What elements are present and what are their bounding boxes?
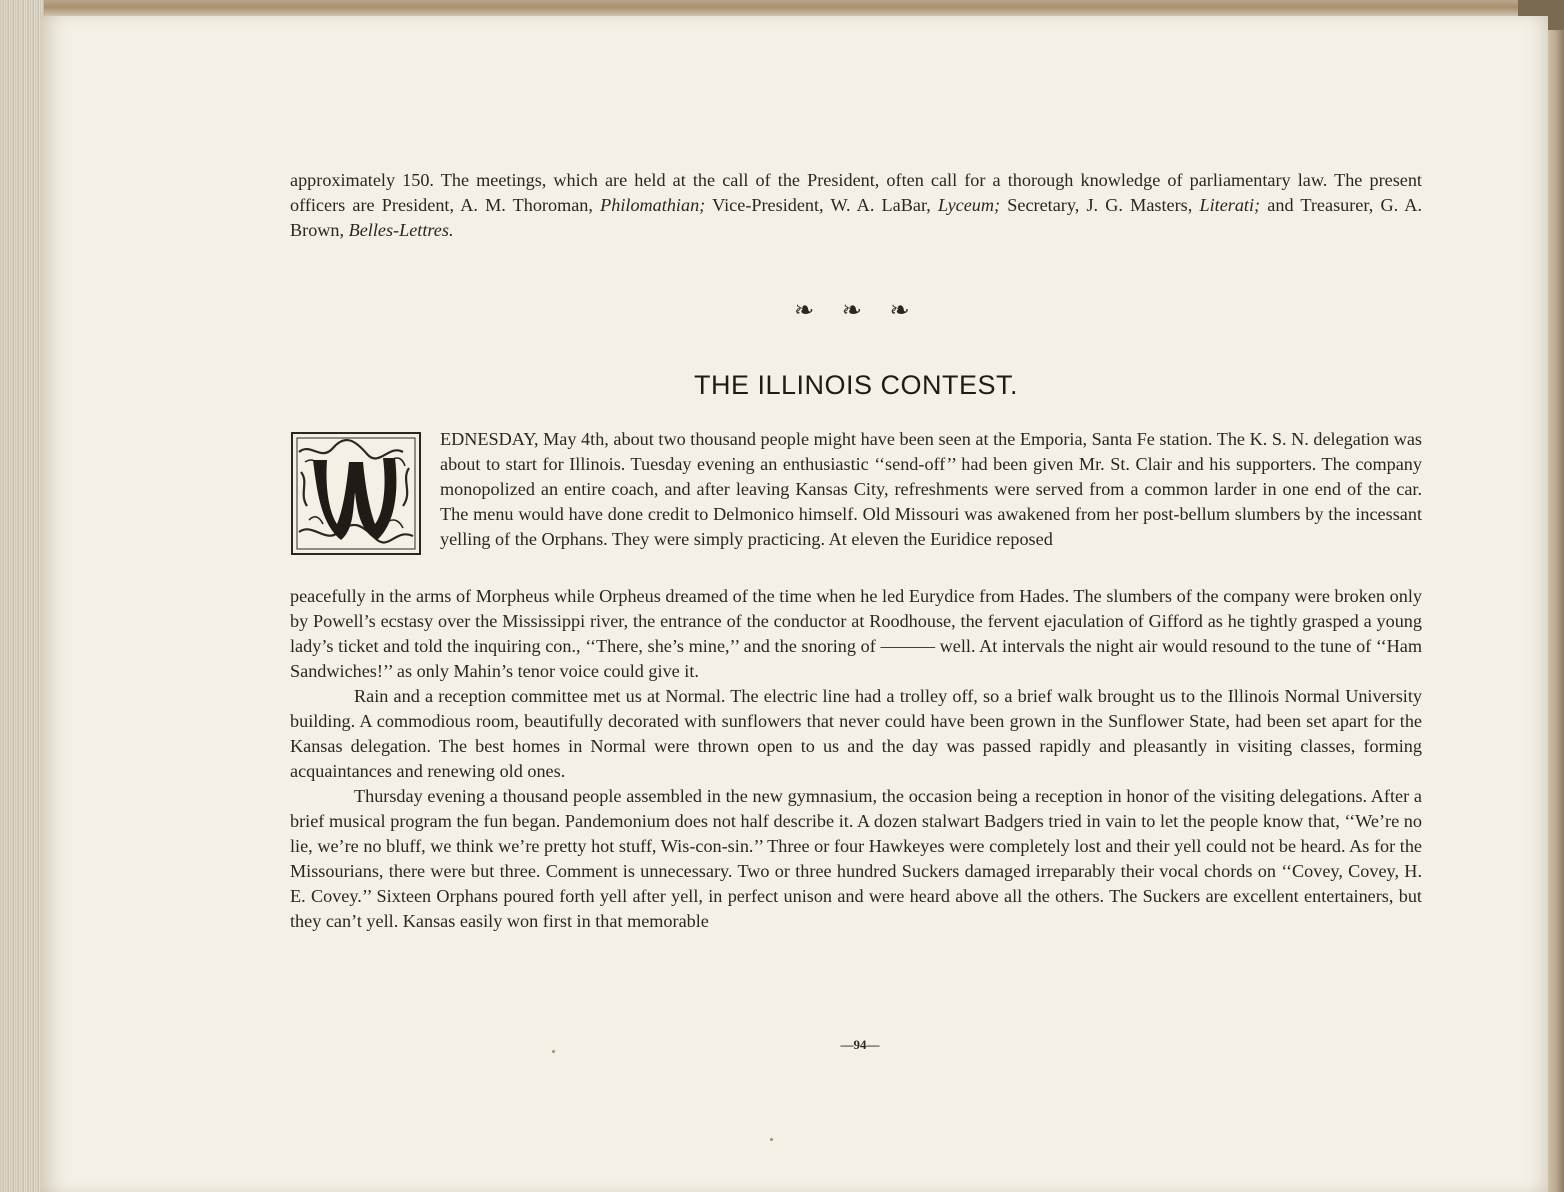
intro-text-run: and Treasurer, G. A. Brown, [290, 195, 1422, 240]
intro-text-run: Vice-President, W. A. LaBar, [705, 195, 938, 215]
drop-cap-w-icon [291, 432, 421, 555]
contest-body [290, 584, 1422, 934]
section-ornament: ❧ ❧ ❧ [794, 296, 920, 324]
opening-paragraph-continued: peacefully in the arms of Morpheus while Orpheus dreamed of the time when he led Eurydice from Hades. The slumbers of the company were broken only by Powell’s ecstasy over the Mississippi river, the entrance of the conductor at Roodhouse, the fervent ejaculation of Gifford as he tightly grasped a young lady’s ticket and told the inquiring con., ‘‘There, she’s mine,’’ and the snoring of ——— well. At intervals the night air would resound to the tune of ‘‘Ham Sandwiches!’’ as only Mahin’s tenor voice could give it. [290, 586, 1422, 681]
society-name: Philomathian; [600, 195, 706, 215]
paper-speck [552, 1050, 555, 1053]
book-page-edges [0, 0, 44, 1192]
body-paragraph-gymnasium: Thursday evening a thousand people assembled in the new gymnasium, the occasion being a reception in honor of the visiting delegations. After a brief musical program the fun began. Pandemonium does not half describe it. A dozen stalwart Badgers tried in vain to let the people know that, ‘‘We’re no lie, we’re no bluff, we think we’re pretty hot stuff, Wis-con-sin.’’ Three or four Hawkeyes were completely lost and their yell could not be heard. As for the Missourians, there were but three. Comment is unnecessary. Two or three hundred Suckers damaged irreparably their vocal chords on ‘‘Covey, Covey, H. E. Covey.’’ Sixteen Orphans poured forth yell after yell, in perfect unison and were heard above all the others. The Suckers are excellent entertainers, but they can’t yell. Kansas easily won first in that memorable [290, 786, 1422, 931]
opening-paragraph [440, 427, 1422, 552]
society-name: Literati; [1199, 195, 1261, 215]
intro-paragraph [290, 168, 1422, 243]
society-name: Belles-Lettres. [348, 220, 454, 240]
page-number: —94— [840, 1037, 880, 1052]
opening-paragraph-text: EDNESDAY, May 4th, about two thousand people might have been seen at the Emporia, Santa Fe station. The K. S. N. delegation was about to start for Illinois. Tuesday evening an enthusiastic ‘‘send-off’’ had been given Mr. St. Clair and his supporters. The company monopolized an entire coach, and after leaving Kansas City, refreshments were served from a common larder in one end of the car. The menu would have done credit to Delmonico himself. Old Missouri was awakened from her post-bellum slumbers by the incessant yelling of the Orphans. They were simply practicing. At eleven the Euridice reposed [440, 429, 1422, 549]
intro-paragraph-text [290, 168, 1422, 243]
section-title: THE ILLINOIS CONTEST. [693, 370, 1019, 400]
intro-text-run: Secretary, J. G. Masters, [1000, 195, 1200, 215]
society-name: Lyceum; [938, 195, 1001, 215]
paper-speck [770, 1138, 773, 1141]
intro-text-run: approximately 150. The meetings, which are held at the call of the President, often call for a thorough knowledge of parliamentary law. The present officers are President, A. M. Thoroman, [290, 170, 1422, 215]
body-paragraph-normal: Rain and a reception committee met us at Normal. The electric line had a trolley off, so a brief walk brought us to the Illinois Normal University building. A commodious room, beautifully decorated with sunflowers that never could have been grown in the Sunflower State, had been set apart for the Kansas delegation. The best homes in Normal were thrown open to us and the day was passed rapidly and pleasantly in visiting classes, forming acquaintances and renewing old ones. [290, 686, 1422, 781]
